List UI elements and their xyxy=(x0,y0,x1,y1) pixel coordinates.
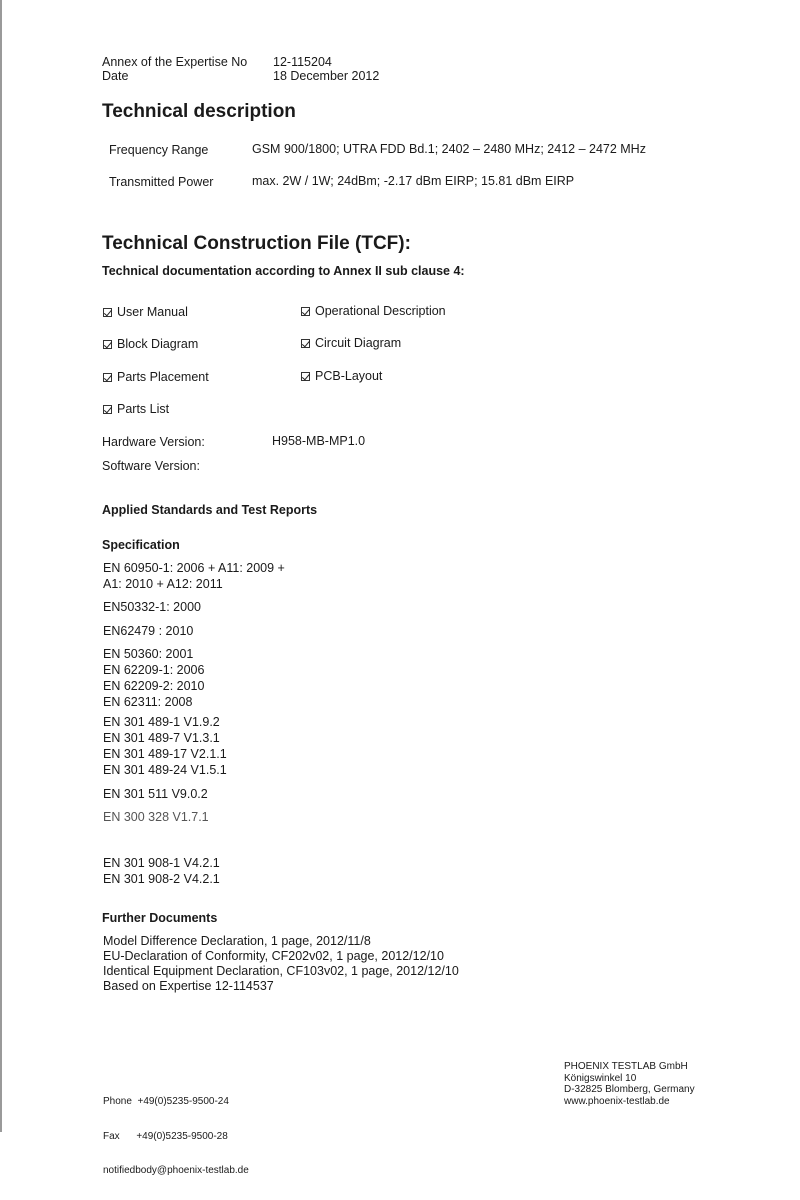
checkbox-block-diagram[interactable] xyxy=(103,337,198,351)
standard-line: EN 301 908-2 V4.2.1 xyxy=(103,872,220,886)
transmitted-power-value: max. 2W / 1W; 24dBm; -2.17 dBm EIRP; 15.81 dBm EIRP xyxy=(252,174,575,188)
standard-line: EN 301 489-17 V2.1.1 xyxy=(103,747,227,761)
further-document-line: Based on Expertise 12-114537 xyxy=(103,979,274,993)
hardware-version-value: H958-MB-MP1.0 xyxy=(272,434,366,448)
checkbox-parts-list[interactable] xyxy=(103,402,169,416)
transmitted-power-label: Transmitted Power xyxy=(109,175,214,189)
checkbox-checked-icon xyxy=(301,339,310,348)
further-document-line: EU-Declaration of Conformity, CF202v02, 1 page, 2012/12/10 xyxy=(103,949,444,963)
date-value: 18 December 2012 xyxy=(273,69,380,83)
checkbox-label: Parts Placement xyxy=(117,370,209,384)
hardware-version-label: Hardware Version: xyxy=(102,435,205,449)
date-label: Date xyxy=(102,69,129,83)
standard-line: EN 301 489-7 V1.3.1 xyxy=(103,731,220,745)
checkbox-label: PCB-Layout xyxy=(315,369,383,383)
checkbox-pcb-layout[interactable] xyxy=(301,369,382,383)
page-edge xyxy=(0,0,2,1132)
checkbox-checked-icon xyxy=(103,373,112,382)
further-document-line: Model Difference Declaration, 1 page, 2012/11/8 xyxy=(103,934,371,948)
standard-line: EN 62209-2: 2010 xyxy=(103,679,205,693)
checkbox-parts-placement[interactable] xyxy=(103,370,209,384)
footer-street: Königswinkel 10 xyxy=(564,1072,637,1084)
annex-value: 12-115204 xyxy=(273,55,332,69)
checkbox-label: User Manual xyxy=(117,305,188,319)
standard-group xyxy=(103,809,209,825)
standard-line: A1: 2010 + A12: 2011 xyxy=(103,577,223,591)
technical-description-title: Technical description xyxy=(102,101,296,122)
standard-line: EN 60950-1: 2006 + A11: 2009 + xyxy=(103,561,285,575)
standard-group xyxy=(103,855,220,887)
standard-line: EN50332-1: 2000 xyxy=(103,600,201,614)
further-documents-list xyxy=(103,934,459,994)
standard-group xyxy=(103,714,227,778)
standard-group xyxy=(103,560,285,592)
checkbox-label: Parts List xyxy=(117,402,170,416)
footer-website: www.phoenix-testlab.de xyxy=(564,1095,670,1107)
standard-line: EN62479 : 2010 xyxy=(103,624,194,638)
standard-group xyxy=(103,623,193,639)
checkbox-checked-icon xyxy=(103,308,112,317)
footer-company-name: PHOENIX TESTLAB GmbH xyxy=(564,1061,688,1072)
tcf-subtitle: Technical documentation according to Annex II sub clause 4: xyxy=(102,264,465,278)
checkbox-checked-icon xyxy=(103,405,112,414)
standard-line: EN 50360: 2001 xyxy=(103,647,194,661)
frequency-range-label: Frequency Range xyxy=(109,143,209,157)
checkbox-label: Operational Description xyxy=(315,304,446,318)
standard-line: EN 300 328 V1.7.1 xyxy=(103,810,209,824)
annex-label: Annex of the Expertise No xyxy=(102,55,248,69)
standard-group xyxy=(103,786,208,802)
footer-company xyxy=(564,1061,695,1107)
standard-group xyxy=(103,599,201,615)
checkbox-checked-icon xyxy=(301,307,310,316)
standard-line: EN 301 511 V9.0.2 xyxy=(103,787,208,801)
footer-fax: Fax +49(0)5235-9500-28 xyxy=(103,1130,228,1142)
standard-line: EN 62209-1: 2006 xyxy=(103,663,205,677)
applied-standards-title: Applied Standards and Test Reports xyxy=(102,503,318,517)
checkbox-circuit-diagram[interactable] xyxy=(301,336,401,350)
footer-contact xyxy=(103,1073,249,1200)
further-document-line: Identical Equipment Declaration, CF103v02, 1 page, 2012/12/10 xyxy=(103,964,459,978)
software-version-label: Software Version: xyxy=(102,459,200,473)
standard-line: EN 301 489-1 V1.9.2 xyxy=(103,715,220,729)
checkbox-label: Circuit Diagram xyxy=(315,336,402,350)
footer-phone: Phone +49(0)5235-9500-24 xyxy=(103,1096,229,1107)
tcf-title: Technical Construction File (TCF): xyxy=(102,233,411,254)
specification-title: Specification xyxy=(102,538,180,552)
standard-group xyxy=(103,646,204,710)
frequency-range-value: GSM 900/1800; UTRA FDD Bd.1; 2402 – 2480 MHz; 2412 – 2472 MHz xyxy=(252,142,646,156)
footer-city: D-32825 Blomberg, Germany xyxy=(564,1084,695,1095)
further-documents-title: Further Documents xyxy=(102,911,218,925)
checkbox-checked-icon xyxy=(103,340,112,349)
standard-line: EN 301 489-24 V1.5.1 xyxy=(103,763,227,777)
footer-email: notifiedbody@phoenix-testlab.de xyxy=(103,1165,249,1176)
standard-line: EN 62311: 2008 xyxy=(103,695,193,709)
standard-line: EN 301 908-1 V4.2.1 xyxy=(103,856,220,870)
checkbox-user-manual[interactable] xyxy=(103,305,188,319)
checkbox-checked-icon xyxy=(301,372,310,381)
checkbox-operational-description[interactable] xyxy=(301,304,446,318)
checkbox-label: Block Diagram xyxy=(117,337,199,351)
